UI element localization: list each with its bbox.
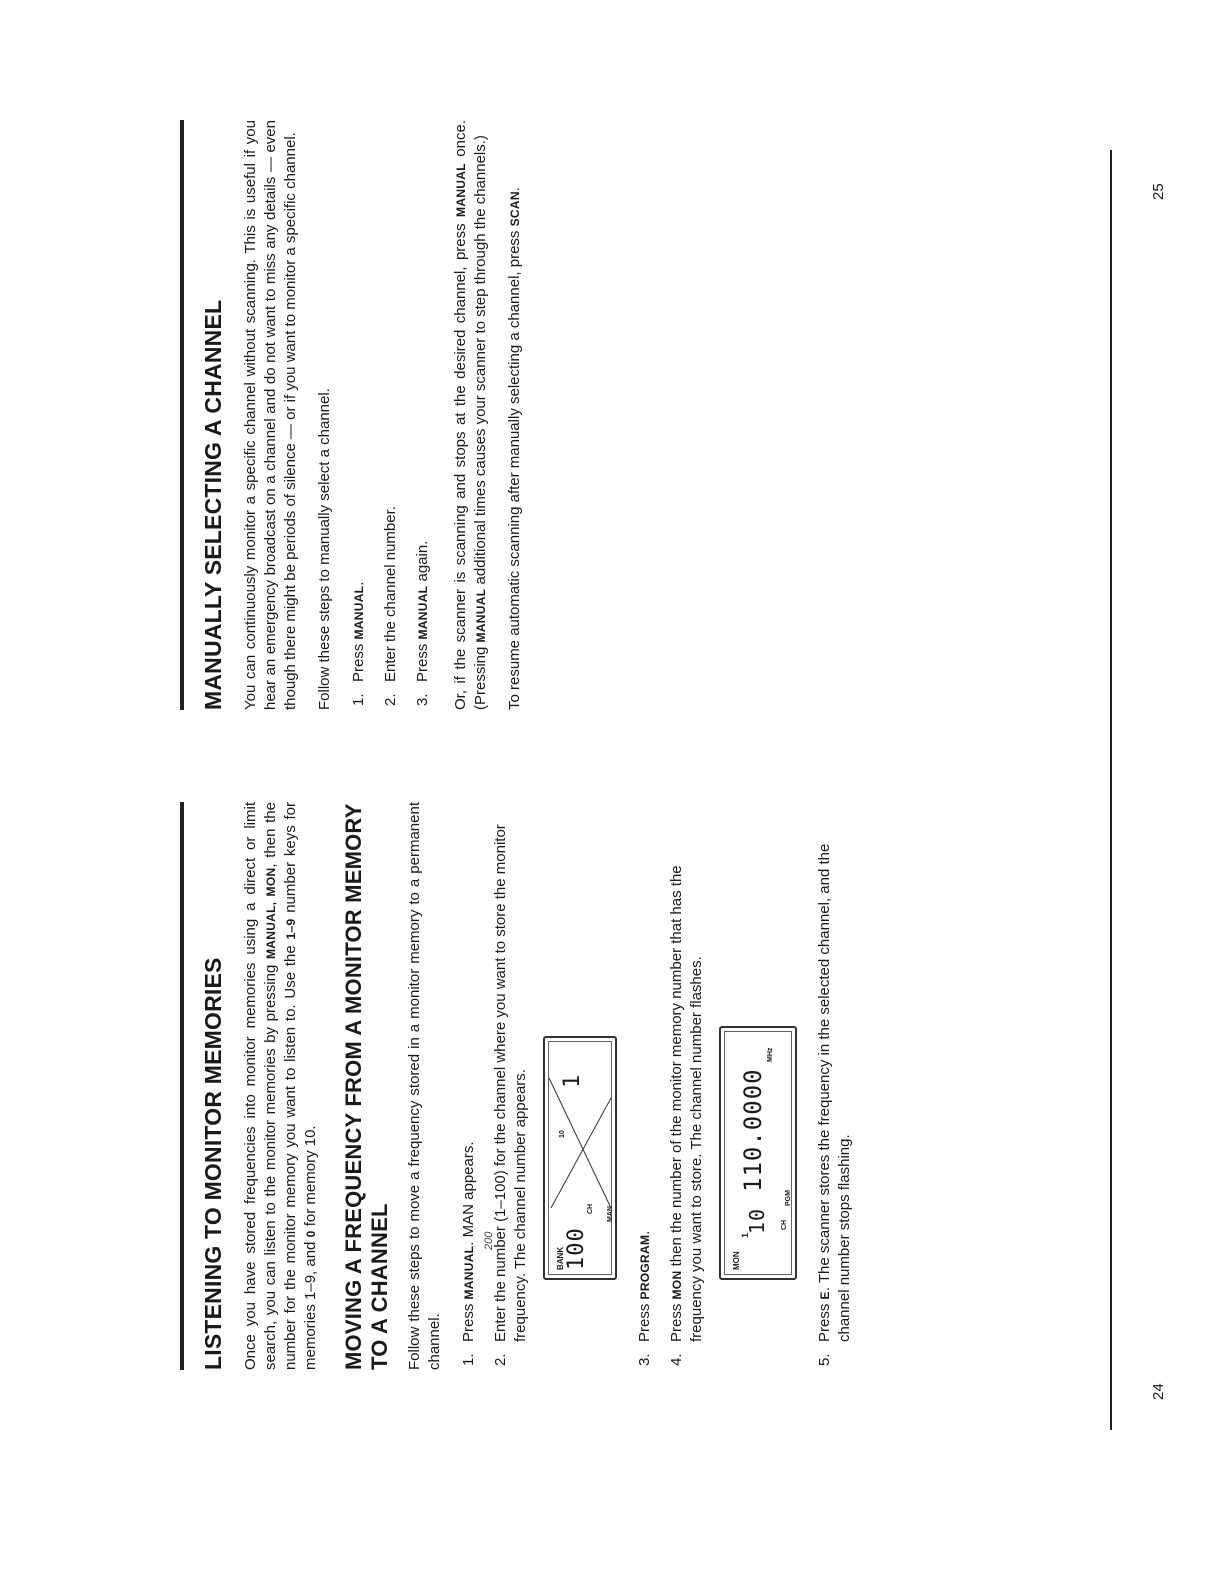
text-run: for memory 10. xyxy=(302,1125,319,1231)
lcd-pgm-label: PGM xyxy=(785,1190,792,1206)
text-run: Or, if the scanner is scanning and stops at the desired channel, press xyxy=(452,216,469,710)
manual-resume-paragraph xyxy=(505,120,525,710)
step-number: 3. xyxy=(636,1353,653,1366)
lcd-display-channel xyxy=(543,1036,617,1280)
text-run: Press xyxy=(460,1299,477,1342)
lcd-small-number: 10 xyxy=(559,1130,566,1138)
key-label: MANUAL xyxy=(454,163,468,217)
top-rule xyxy=(180,802,184,1370)
text-run: number keys for memories 1–9, and xyxy=(282,802,319,1370)
text-run: Press xyxy=(816,1299,833,1342)
key-zero: 0 xyxy=(304,1230,318,1238)
lcd-man-label: MAN xyxy=(607,1206,614,1222)
left-page xyxy=(0,790,1224,1580)
page-number-left: 24 xyxy=(1150,1383,1167,1400)
lcd-bank-label: BANK xyxy=(556,1246,565,1270)
text-run: again. xyxy=(414,540,431,586)
lcd-ch-label: CH xyxy=(587,1203,594,1214)
lcd-segment: 1 xyxy=(560,1073,585,1088)
text-run: . MAN appears. xyxy=(460,1141,477,1246)
text-run: Press xyxy=(350,639,367,682)
text-run: . xyxy=(506,187,523,192)
text-run: . The scanner stores the frequency in the selected channel, and the channel number stops flashing. xyxy=(816,843,853,1342)
key-label: MANUAL xyxy=(352,585,366,640)
manual-follow: Follow these steps to manually select a channel. xyxy=(316,388,333,710)
section-title-listening: LISTENING TO MONITOR MEMORIES xyxy=(200,957,226,1370)
text-run: once. (Pressing xyxy=(452,120,489,710)
text-run: . xyxy=(350,581,367,586)
bottom-rule xyxy=(1110,150,1112,1430)
key-manual-mon: MANUAL, MON xyxy=(264,867,278,960)
step-number: 3. xyxy=(414,693,431,706)
page-number-right: 25 xyxy=(1150,183,1167,200)
key-label: SCAN xyxy=(508,191,522,227)
handwritten-note: 200 xyxy=(483,1231,495,1250)
moving-intro: Follow these steps to move a frequency stored in a monitor memory to a permanent channel. xyxy=(406,802,443,1370)
moving-steps xyxy=(459,802,531,1370)
key-label: MANUAL xyxy=(474,588,488,643)
text-run: then the number of the monitor memory number that has the frequency you want to store. The channel number flashes. xyxy=(668,865,705,1342)
step-item xyxy=(667,802,707,1370)
key-label: E xyxy=(818,1291,832,1300)
manual-steps xyxy=(349,120,433,710)
text-run: Enter the number (1–100) for the channel where you want to store the monitor frequency. The channel number appears. xyxy=(492,824,529,1342)
key-label: MON xyxy=(670,1270,684,1300)
text-run: To resume automatic scanning after manually selecting a channel, press xyxy=(506,226,523,710)
moving-steps-cont xyxy=(635,802,707,1370)
text-run: . xyxy=(636,1230,653,1235)
step-number: 1. xyxy=(460,1353,477,1366)
lcd-digit: 1 xyxy=(740,1232,750,1238)
step-number: 2. xyxy=(382,693,399,706)
step-item xyxy=(349,120,369,710)
step-item xyxy=(381,120,401,710)
step-item xyxy=(635,802,655,1370)
text-run: Press xyxy=(636,1299,653,1342)
text-run: Once you have stored frequencies into monitor memories using a direct or limit search, you can listen to the monitor memories by pressing xyxy=(242,802,279,1370)
step-item xyxy=(459,802,479,1370)
section-title-manual: MANUALLY SELECTING A CHANNEL xyxy=(200,299,226,710)
key-label: MANUAL xyxy=(416,585,430,640)
step-number: 4. xyxy=(668,1353,685,1366)
lcd-mon-label: MON xyxy=(732,1251,741,1270)
step-item xyxy=(483,802,531,1370)
lcd-callout-lines xyxy=(545,1038,615,1278)
step-number: 1. xyxy=(350,693,367,706)
lcd-frequency-digits: 110.0000 xyxy=(739,1068,767,1192)
text-run: , then the number for the monitor memory you want to listen to. Use the xyxy=(262,802,299,1370)
manual-or-paragraph xyxy=(451,120,491,710)
lcd-display-frequency xyxy=(719,1026,797,1280)
text-run: Enter the channel number. xyxy=(382,506,399,682)
text-run: Press xyxy=(414,639,431,682)
step-item xyxy=(815,802,855,1370)
text-run: additional times causes your scanner to step through the channels.) xyxy=(472,135,489,589)
key-label: MANUAL xyxy=(462,1245,476,1300)
right-column xyxy=(200,120,539,710)
section-title-moving: MOVING A FREQUENCY FROM A MONITOR MEMORY TO A CHANNEL xyxy=(341,803,392,1370)
key-range: 1–9 xyxy=(284,918,298,940)
left-column xyxy=(200,802,867,1370)
lcd-channel-digits: 10 xyxy=(745,1207,769,1234)
lcd-ch-label: CH xyxy=(781,1219,788,1230)
step-item xyxy=(413,120,433,710)
step-number: 2. xyxy=(492,1353,509,1366)
manual-intro: You can continuously monitor a specific channel without scanning. This is useful if you hear an emergency broadcast on a channel and do not want to miss any details — even though there might be periods of silence — or if you want to monitor a specific channel. xyxy=(242,120,299,710)
key-label: PROGRAM xyxy=(638,1234,652,1300)
lcd-mhz-label: MHz xyxy=(767,1047,774,1062)
lcd-channel-digits: 100 xyxy=(564,1227,589,1270)
step-number: 5. xyxy=(816,1353,833,1366)
moving-steps-end xyxy=(815,802,855,1370)
top-rule xyxy=(180,120,184,710)
listening-paragraph xyxy=(241,802,321,1370)
text-run: Press xyxy=(668,1299,685,1342)
